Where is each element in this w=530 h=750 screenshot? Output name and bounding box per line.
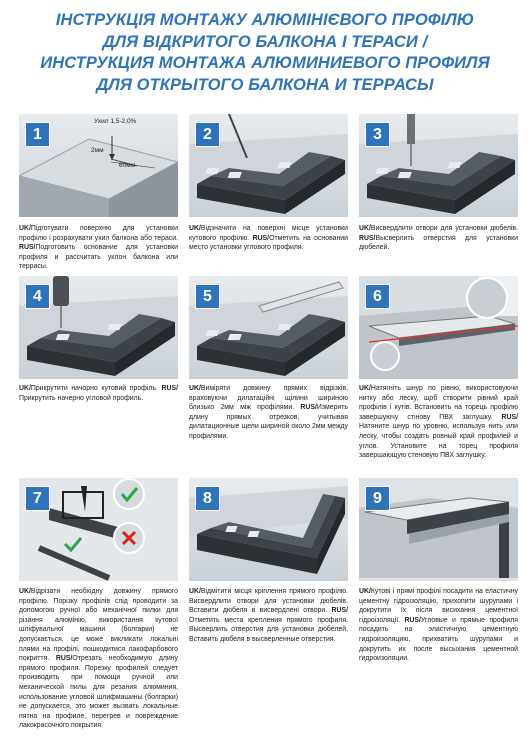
step-number: 2 <box>195 122 220 147</box>
title-line: ІНСТРУКЦІЯ МОНТАЖУ АЛЮМІНІЄВОГО ПРОФІЛЮ <box>55 11 475 29</box>
step-number: 3 <box>365 122 390 147</box>
width-label: 60мм <box>119 162 136 169</box>
step-number: 8 <box>195 486 220 511</box>
step-description-8: UK/Відмітити місця кріплення прямого профілю. Висвердлити отвори для установки дюбелів. Вставити дюбеля в висвердлені отвори. RUS/Отметить места крепления прямого профиля. Высверлить отверстия для установки дюбелей. Вставить дюбеля в высверленные отверстия. <box>189 588 348 643</box>
step-number: 9 <box>365 486 390 511</box>
step-illustration-6 <box>359 276 518 379</box>
step-description-6: UK/Натягніть шнур по рівню, використовуючи нитку або леску, щоб створити рівний край профілів і кутів. Встановить на торець профілю завершуючу стінову ПВХ заглушку. RUS/Натяните шнур по уровню, используя нить или леску, чтобы создать ровный край профилей и углов. Установите на торец профиля завершающую стеновую ПВХ заглушку. <box>359 385 518 460</box>
step-description-3: UK/Висвердлити отвори для установки дюбелів. RUS/Высверлить отверстия для установки дюбелей. <box>359 225 518 252</box>
step-description-7: UK/Відрізати необхідну довжину прямого профілю. Порізку профілів слід проводити за допомогою ручної або механічної пилки для різання алюмінію, використання кутової шліфувальної машини (болгарки) не допускається, це може викликати локальні плями на профілі, пошкодитися лакофарбового покриття. RUS/Отрезать необходимую длину прямого профиля. Порезку профилей следует производить при помощи ручной или механической пилы для резания алюминия, использование угловой шлифмашины (болгарки) не допускается, это может вызвать локальные пятна на профиле, перегрев и повреждение лакокрасочного покрытия. <box>19 588 178 730</box>
step-illustration-2 <box>189 114 348 217</box>
step-illustration-1 <box>19 114 178 217</box>
step-number: 5 <box>195 284 220 309</box>
step-number: 1 <box>25 122 50 147</box>
step-number: 7 <box>25 486 50 511</box>
step-illustration-3 <box>359 114 518 217</box>
step-illustration-5 <box>189 276 348 379</box>
step-number: 4 <box>25 284 50 309</box>
title-line: ДЛЯ ОТКРЫТОГО БАЛКОНА И ТЕРРАСЫ <box>96 75 434 94</box>
step-illustration-8 <box>189 478 348 581</box>
step-description-4: UK/Прикрутити начорно кутовий профіль. RUS/Прикрутить начерно угловой профиль. <box>19 385 178 402</box>
step-illustration-7 <box>19 478 178 581</box>
title-line: ИНСТРУКЦИЯ МОНТАЖА АЛЮМИНИЕВОГО ПРОФИЛЯ <box>40 54 490 72</box>
step-number: 6 <box>365 284 390 309</box>
step-description-1: UK/Підготувати поверхню для установки профілю і розрахувати ухил балкона або тераси. RUS/Подготовить основание для установки профиля и рассчитать уклон балкона или террасы. <box>19 225 178 271</box>
title-line: ДЛЯ ВІДКРИТОГО БАЛКОНА І ТЕРАСИ / <box>102 32 428 51</box>
step-description-5: UK/Виміряти довжину прямих відрізків, враховуючи дилатаційні щілини шириною близько 2мм між профілями. RUS/Измерить длину прямых отрезков, учитывая дилатационные щели шириной около 2мм между профилями. <box>189 385 348 440</box>
gap-label: 2мм <box>91 147 104 154</box>
page-title <box>0 10 530 96</box>
step-description-9: UK/Кутові і прямі профілі посадити на еластичну цементну гідроізоляцію, прихопити шурупами і докрутити їх після висихання цементної гідроізоляції. RUS/Угловые и прямые профиля посадить на эластичную цементную гидроизоляцию, прихватить шурупами и докрутить их после высыхания цементной гидроизоляции. <box>359 588 518 663</box>
step-illustration-4 <box>19 276 178 379</box>
step-illustration-9 <box>359 478 518 581</box>
slope-label: Ухил 1,5-2,0% <box>94 118 137 125</box>
step-description-2: UK/Відзначити на поверхні місце установки кутового профілю. RUS/Отметить на основании место установки углового профиля. <box>189 225 348 252</box>
